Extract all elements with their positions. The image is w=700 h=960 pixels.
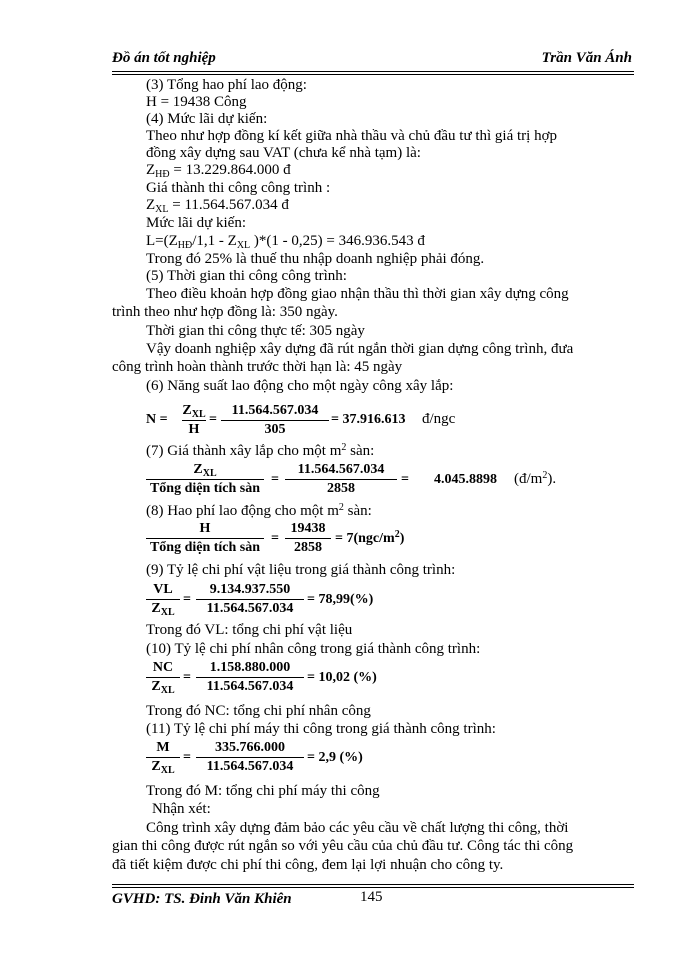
formula11-fraction-numeric: 335.766.000 11.564.567.034 xyxy=(196,740,304,776)
formula10-eq1: = xyxy=(183,670,191,685)
formula6-fraction-symbolic: $Z_{XL}$ H xyxy=(182,403,206,437)
formula11-fraction-symbolic: M $Z_{XL}$ xyxy=(146,740,180,776)
line-labor-ratio-heading: (10) Tỷ lệ chi phí nhân công trong giá thành công trình: xyxy=(146,641,481,657)
formula6-fraction-numeric: 11.564.567.034 305 xyxy=(221,403,329,439)
line-duration-text-1: Theo điều khoản hợp đồng giao nhận thầu thì thời gian xây dựng công xyxy=(146,286,569,302)
formula7-fraction-symbolic: $Z_{XL}$ Tổng diện tích sàn xyxy=(146,462,264,498)
line-expected-profit-label: Mức lãi dự kiến: xyxy=(146,215,246,231)
formula7-eq2: = xyxy=(401,472,409,487)
line-machine-note: Trong đó M: tổng chi phí máy thi công xyxy=(146,783,380,799)
line-machine-ratio-heading: (11) Tỷ lệ chi phí máy thi công trong giá thành công trình: xyxy=(146,721,496,737)
line-total-labor-value: H = 19438 Công xyxy=(146,94,247,110)
formula9-fraction-symbolic: VL $Z_{XL}$ xyxy=(146,582,180,618)
footer-supervisor: GVHD: TS. Đinh Văn Khiên xyxy=(112,891,292,907)
line-duration-heading: (5) Thời gian thi công công trình: xyxy=(146,268,347,284)
line-conclusion-duration-1: Vậy doanh nghiệp xây dựng đã rút ngắn thời gian dựng công trình, đưa xyxy=(146,341,574,357)
line-labor-per-m2-heading: (8) Hao phí lao động cho một $m^2$ sàn: xyxy=(146,502,372,519)
line-labor-note: Trong đó NC: tổng chi phí nhân công xyxy=(146,703,371,719)
line-remarks-2: gian thi công được rút ngắn so với yêu cầu của chủ đầu tư. Công tác thi công xyxy=(112,838,574,854)
line-contract-value: $Z_{HĐ} = 13.229.864.000$ đ xyxy=(146,162,291,180)
formula8-fraction-symbolic: H Tổng diện tích sàn xyxy=(146,521,264,557)
line-material-ratio-heading: (9) Tỷ lệ chi phí vật liệu trong giá thành công trình: xyxy=(146,562,456,578)
formula6-result: = 37.916.613 xyxy=(331,412,406,427)
header-rule-2 xyxy=(112,74,634,75)
formula8-fraction-numeric: 19438 2858 xyxy=(285,521,331,557)
formula10-fraction-symbolic: NC $Z_{XL}$ xyxy=(146,660,180,696)
footer-rule xyxy=(112,884,634,885)
formula9-fraction-numeric: 9.134.937.550 11.564.567.034 xyxy=(196,582,304,618)
formula7-fraction-numeric: 11.564.567.034 2858 xyxy=(285,462,397,498)
formula6-eq1: = xyxy=(209,412,217,427)
formula6-unit: đ/ngc xyxy=(422,411,456,427)
formula7-unit: $(đ/m^2)$. xyxy=(514,470,557,487)
line-profit-heading: (4) Mức lãi dự kiến: xyxy=(146,111,268,127)
line-total-labor-heading: (3) Tổng hao phí lao động: xyxy=(146,77,307,93)
line-material-note: Trong đó VL: tổng chi phí vật liệu xyxy=(146,622,353,638)
line-contract-text-2: đồng xây dựng sau VAT (chưa kể nhà tạm) là: xyxy=(146,145,421,161)
line-tax-note: Trong đó 25% là thuế thu nhập doanh nghiệp phải đóng. xyxy=(146,251,485,267)
line-actual-duration: Thời gian thi công thực tế: 305 ngày xyxy=(146,323,365,339)
formula8-result: = $7(ngc/m^2)$ xyxy=(335,529,405,546)
formula11-eq1: = xyxy=(183,750,191,765)
line-productivity-heading: (6) Năng suất lao động cho một ngày công xây lắp: xyxy=(146,378,454,394)
header-title: Đồ án tốt nghiệp xyxy=(112,50,216,66)
formula10-fraction-numeric: 1.158.880.000 11.564.567.034 xyxy=(196,660,304,696)
line-remarks-heading: Nhận xét: xyxy=(152,801,211,817)
formula11-result: = 2,9 (%) xyxy=(307,750,363,765)
line-conclusion-duration-2: công trình hoàn thành trước thời hạn là: 45 ngày xyxy=(112,359,403,375)
formula9-result: = 78,99(%) xyxy=(307,592,374,607)
line-contract-text-1: Theo như hợp đồng kí kết giữa nhà thầu và chủ đầu tư thì giá trị hợp xyxy=(146,128,558,144)
formula7-result: 4.045.8898 xyxy=(434,472,497,487)
header-author: Trần Văn Ánh xyxy=(541,50,632,66)
formula7-eq1: = xyxy=(271,472,279,487)
line-profit-formula: $L=(Z_{HĐ}/1,1 - Z_{XL}$ )*(1 - 0,25) = 346.936.543 đ xyxy=(146,233,425,251)
header-rule xyxy=(112,71,634,72)
line-duration-text-2: trình theo như hợp đồng là: 350 ngày. xyxy=(112,304,338,320)
line-unit-cost-heading: (7) Giá thành xây lắp cho một $m^2$ sàn: xyxy=(146,442,375,459)
formula10-result: = 10,02 (%) xyxy=(307,670,377,685)
page-number: 145 xyxy=(360,889,383,905)
line-construction-cost-value: $Z_{XL} = 11.564.567.034$ đ xyxy=(146,197,289,215)
line-construction-cost-label: Giá thành thi công công trình : xyxy=(146,180,331,196)
formula6-lhs: N = xyxy=(146,412,168,427)
line-remarks-3: đã tiết kiệm được chi phí thi công, đem lại lợi nhuận cho công ty. xyxy=(112,857,504,873)
footer-rule-2 xyxy=(112,887,634,888)
formula9-eq1: = xyxy=(183,592,191,607)
formula8-eq1: = xyxy=(271,531,279,546)
line-remarks-1: Công trình xây dựng đảm bảo các yêu cầu về chất lượng thi công, thời xyxy=(146,820,569,836)
